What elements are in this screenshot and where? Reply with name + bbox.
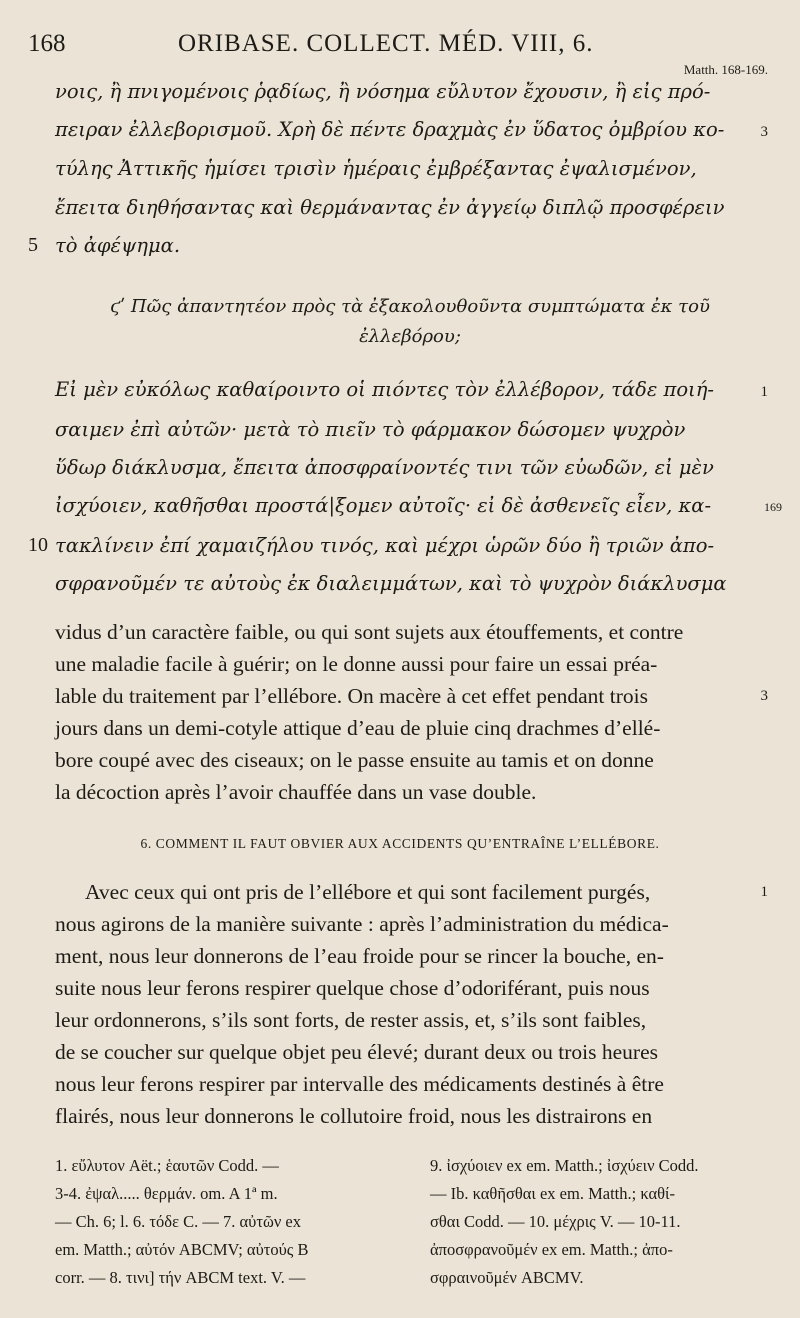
french-line: lable du traitement par l’ellébore. On macère à cet effet pendant trois (55, 684, 648, 708)
margin-page-reference: 169 (764, 500, 782, 514)
footnote-line: ἀποσφρανοῦμέν ex em. Matth.; ἀπο- (430, 1240, 673, 1259)
french-line: flairés, nous leur donnerons le collutoire froid, nous les distrairons en (55, 1104, 653, 1128)
greek-line: ἰσχύοιεν, καθῆσθαι προστά|ξομεν αὐτοῖς· εἰ δὲ ἀσθενεῖς εἶεν, κα- (55, 494, 712, 517)
margin-number: 1 (760, 384, 768, 400)
footnote-line: em. Matth.; αὐτόν ABCMV; αὐτούς B (55, 1240, 309, 1259)
page-number: 168 (28, 30, 66, 57)
french-line: Avec ceux qui ont pris de l’ellébore et qui sont facilement purgés, (85, 880, 651, 904)
greek-line: τὸ ἀφέψημα. (55, 234, 181, 257)
french-line: leur ordonnerons, s’ils sont forts, de rester assis, et, s’ils sont faibles, (55, 1008, 647, 1032)
footnote-line: — Ch. 6; l. 6. τόδε C. — 7. αὐτῶν ex (55, 1212, 301, 1231)
greek-line: σαιμεν ἐπὶ αὐτῶν· μετὰ τὸ πιεῖν τὸ φάρμακον δώσομεν ψυχρὸν (55, 418, 686, 441)
greek-heading-line: ϛʹ Πῶς ἀπαντητέον πρὸς τὰ ἐξακολουθοῦντα συμπτώματα ἐκ τοῦ (110, 296, 710, 317)
greek-line: ὕδωρ διάκλυσμα, ἔπειτα ἀποσφραίνοντές τινι τῶν εὐωδῶν, εἰ μὲν (55, 456, 714, 479)
greek-chapter-heading (60, 292, 760, 352)
french-line: jours dans un demi-cotyle attique d’eau de pluie cinq drachmes d’ellé- (55, 716, 661, 740)
french-chapter-heading: 6. COMMENT IL FAUT OBVIER AUX ACCIDENTS QU’ENTRAÎNE L’ELLÉBORE. (140, 836, 660, 851)
greek-line: πειραν ἐλλεβορισμοῦ. Χρὴ δὲ πέντε δραχμὰς ἐν ὕδατος ὀμβρίου κο- (55, 118, 725, 141)
greek-line: τύλης Ἀττικῆς ἡμίσει τρισὶν ἡμέραις ἐμβρέξαντας ἐψαλισμένον, (55, 157, 697, 180)
footnote-line: σφραινοῦμέν ABCMV. (430, 1268, 584, 1287)
footnote-line: 9. ἰσχύοιεν ex em. Matth.; ἰσχύειν Codd. (430, 1156, 699, 1175)
line-number: 10 (28, 534, 48, 556)
footnote-line: corr. — 8. τινι] τήν ABCM text. V. — (55, 1268, 306, 1287)
greek-line: σφρανοῦμέν τε αὐτοὺς ἐκ διαλειμμάτων, καὶ τὸ ψυχρὸν διάκλυσμα (55, 572, 727, 595)
footnote-line: 3-4. ἐψαλ..... θερμάν. om. A 1ª m. (55, 1184, 278, 1203)
margin-number: 1 (760, 884, 768, 900)
french-line: suite nous leur ferons respirer quelque chose d’odoriférant, puis nous (55, 976, 650, 1000)
greek-line: ἔπειτα διηθήσαντας καὶ θερμάναντας ἐν ἀγγείῳ διπλῷ προσφέρειν (55, 196, 725, 219)
footnote-line: — Ib. καθῆσθαι ex em. Matth.; καθί- (430, 1184, 675, 1203)
greek-line: Εἰ μὲν εὐκόλως καθαίροιντο οἱ πιόντες τὸν ἐλλέβορον, τάδε ποιή- (55, 378, 714, 401)
greek-line: νοις, ἢ πνιγομένοις ῥᾳδίως, ἢ νόσημα εὔλυτον ἔχουσιν, ἢ εἰς πρό- (55, 80, 711, 103)
french-line: la décoction après l’avoir chauffée dans un vase double. (55, 780, 537, 804)
footnotes-right-column (430, 1156, 780, 1296)
french-line: ment, nous leur donnerons de l’eau froide pour se rincer la bouche, en- (55, 944, 664, 968)
footnotes-left-column (55, 1156, 405, 1296)
footnote-line: σθαι Codd. — 10. μέχρις V. — 10-11. (430, 1212, 681, 1231)
greek-line: τακλίνειν ἐπί χαμαιζήλου τινός, καὶ μέχρι ὡρῶν δύο ἢ τριῶν ἀπο- (55, 534, 715, 557)
french-line: bore coupé avec des ciseaux; on le passe ensuite au tamis et on donne (55, 748, 654, 772)
french-line: vidus d’un caractère faible, ou qui sont sujets aux étouffements, et contre (55, 620, 684, 644)
footnote-line: 1. εὔλυτον Aët.; ἑαυτῶν Codd. — (55, 1156, 279, 1175)
running-title: ORIBASE. COLLECT. MÉD. VIII, 6. (178, 30, 594, 57)
french-line: de se coucher sur quelque objet peu élevé; durant deux ou trois heures (55, 1040, 658, 1064)
page-header (28, 30, 768, 77)
top-reference: Matth. 168-169. (683, 62, 768, 77)
french-line: nous agirons de la manière suivante : après l’administration du médica- (55, 912, 669, 936)
margin-number: 3 (760, 124, 768, 140)
line-number: 5 (28, 234, 38, 256)
french-line: nous leur ferons respirer par intervalle des médicaments destinés à être (55, 1072, 664, 1096)
greek-heading-line: ἐλλεβόρου; (359, 326, 461, 347)
french-line: une maladie facile à guérir; on le donne aussi pour faire un essai préa- (55, 652, 658, 676)
margin-number: 3 (760, 688, 768, 704)
